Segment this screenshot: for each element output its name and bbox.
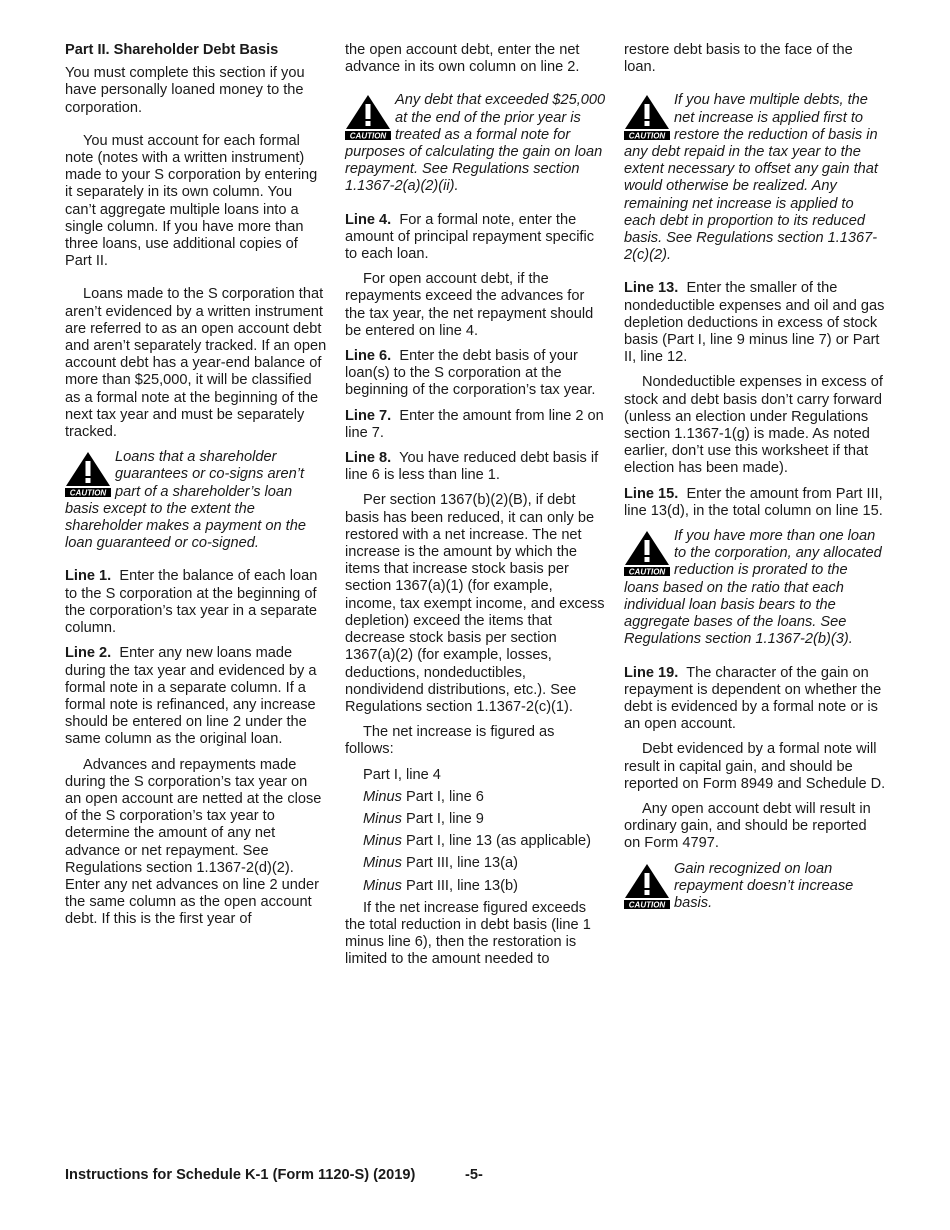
paragraph: Debt evidenced by a formal note will result in capital gain, and should be reported on Form 8949 and Schedule D. [624, 741, 886, 792]
caution-icon [624, 530, 670, 576]
section-heading: Part II. Shareholder Debt Basis [65, 42, 279, 58]
line-4-instruction: Line 4. For a formal note, enter the amount of principal repayment specific to each loan. [345, 211, 595, 263]
line-label: Line 7. [345, 407, 392, 424]
line-13-instruction: Line 13. Enter the smaller of the nondeductible expenses and oil and gas depletion deductions in excess of stock basis (Part I, line 9 minus line 7) or Part II, line 12. [624, 280, 885, 366]
caution-text: Loans that a shareholder guarantees or co-signs aren’t part of a shareholder’s loan basis except to the extent the shareholder makes a payment on the loan guaranteed or co-signed. [65, 449, 306, 552]
column-1 [65, 42, 327, 937]
paragraph: Loans made to the S corporation that aren’t evidenced by a written instrument are referred to as an open account debt and aren’t separately tracked. If an open account debt has a year-end balance of more than $25,000, it will be classified as a formal note at the beginning of the next tax year and must be separately tracked. [65, 286, 327, 441]
line-1-instruction: Line 1. Enter the balance of each loan to the S corporation at the beginning of the corporation’s tax year in a separate column. [65, 568, 318, 637]
paragraph: Any open account debt will result in ordinary gain, and should be reported on Form 4797. [624, 800, 871, 852]
list-item: Minus Part III, line 13(b) [363, 877, 518, 894]
line-15-instruction: Line 15. Enter the amount from Part III, line 13(d), in the total column on line 15. [624, 485, 883, 519]
svg-text:CAUTION: CAUTION [349, 131, 387, 141]
line-label: Line 15. [624, 485, 679, 502]
paragraph: Nondeductible expenses in excess of stock and debt basis don’t carry forward (unless an election under Regulations section 1.1367-1(g) is made. As noted earlier, don’t use this worksheet if that election has been made). [624, 374, 883, 477]
list-item: Minus Part I, line 9 [363, 810, 484, 827]
paragraph: Per section 1367(b)(2)(B), if debt basis has been reduced, it can only be restored with a net increase. The net increase is the amount by which the items that increase stock basis per section 1367(a)(1) (for example, income, tax exempt income, and excess depletion) exceed the items that decrease stock basis per section 1367(a)(2) (for example, losses, deductions, nondeductibles, nondividend distributions, etc.). See Regulations section 1.1367-2(c)(1). [345, 492, 605, 715]
paragraph: The net increase is figured as follows: [345, 724, 555, 758]
line-label: Line 4. [345, 211, 392, 228]
paragraph: restore debt basis to the face of the loan. [624, 42, 853, 76]
footer-title: Instructions for Schedule K-1 (Form 1120-S) (2019) [65, 1167, 416, 1183]
paragraph: You must complete this section if you have personally loaned money to the corporation. [65, 65, 305, 116]
line-6-instruction: Line 6. Enter the debt basis of your loan(s) to the S corporation at the beginning of the corporation’s tax year. [345, 348, 596, 399]
caution-icon [624, 94, 670, 140]
list-item: Minus Part I, line 6 [363, 788, 484, 805]
paragraph: Advances and repayments made during the S corporation’s tax year on an open account are netted at the close of the S corporation’s tax year to determine the amount of any net advance or net repayment. See Regulations section 1.1367-2(d)(2). Enter any net advances on line 2 under the same column as the open account debt. If this is the first year of [65, 756, 322, 928]
caution-icon [65, 451, 111, 497]
list-item: Part I, line 4 [363, 766, 441, 783]
paragraph: For open account debt, if the repayments exceed the advances for the tax year, the net repayment should be entered on line 4. [345, 271, 594, 339]
line-7-instruction: Line 7. Enter the amount from line 2 on line 7. [345, 407, 604, 441]
line-label: Line 1. [65, 568, 112, 585]
line-2-instruction: Line 2. Enter any new loans made during the tax year and evidenced by a formal note in a separate column. If a formal note is refinanced, any increase should be entered on line 2 under the same column as the original loan. [65, 645, 317, 748]
paragraph: If the net increase figured exceeds the total reduction in debt basis (line 1 minus line 6), then the restoration is limited to the amount needed to [345, 899, 591, 968]
line-label: Line 6. [345, 348, 392, 365]
line-label: Line 8. [345, 450, 392, 467]
caution-text: If you have more than one loan to the corporation, any allocated reduction is prorated to the loans based on the ratio that each individual loan basis bears to the aggregate bases of the loans. See Regulations section 1.1367-2(b)(3). [624, 528, 882, 648]
svg-text:CAUTION: CAUTION [628, 900, 666, 909]
list-item: Minus Part I, line 13 (as applicable) [363, 833, 591, 850]
line-label: Line 13. [624, 280, 679, 297]
caution-note [345, 92, 607, 195]
line-label: Line 19. [624, 664, 679, 681]
line-8-instruction: Line 8. You have reduced debt basis if line 6 is less than line 1. [345, 450, 599, 484]
line-19-instruction: Line 19. The character of the gain on repayment is dependent on whether the debt is evidenced by a formal note or is an open account. [624, 664, 882, 733]
caution-text: If you have multiple debts, the net increase is applied first to restore the reduction of basis in any debt repaid in the tax year to the extent necessary to offset any gain that would otherwise be realized. Any remaining net increase is applied to each debt in proportion to its reduced basis. See Regulations section 1.1367-2(c)(2). [624, 92, 878, 264]
paragraph: You must account for each formal note (notes with a written instrument) made to your S corporation by entering it separately in its own column. You can’t aggregate multiple loans into a single column. If you have more than three loans, use additional copies of Part II. [65, 132, 318, 270]
caution-note [624, 92, 886, 264]
column-2 [345, 42, 607, 977]
line-label: Line 2. [65, 645, 112, 662]
paragraph: the open account debt, enter the net advance in its own column on line 2. [345, 42, 580, 76]
caution-note [624, 528, 886, 648]
caution-note [65, 449, 327, 552]
list-item: Minus Part III, line 13(a) [363, 855, 518, 872]
caution-icon [624, 863, 670, 909]
caution-note [624, 861, 886, 913]
svg-text:CAUTION: CAUTION [628, 131, 666, 141]
column-3 [624, 42, 886, 928]
svg-text:CAUTION: CAUTION [628, 567, 666, 577]
caution-text: Any debt that exceeded $25,000 at the end of the prior year is treated as a formal note for purposes of calculating the gain on loan repayment. See Regulations section 1.1367-2(a)(2)(ii). [345, 92, 606, 195]
svg-text:CAUTION: CAUTION [69, 488, 107, 498]
page-number: -5- [465, 1167, 483, 1183]
caution-icon [345, 94, 391, 140]
caution-text: Gain recognized on loan repayment doesn’t increase basis. [674, 860, 854, 911]
